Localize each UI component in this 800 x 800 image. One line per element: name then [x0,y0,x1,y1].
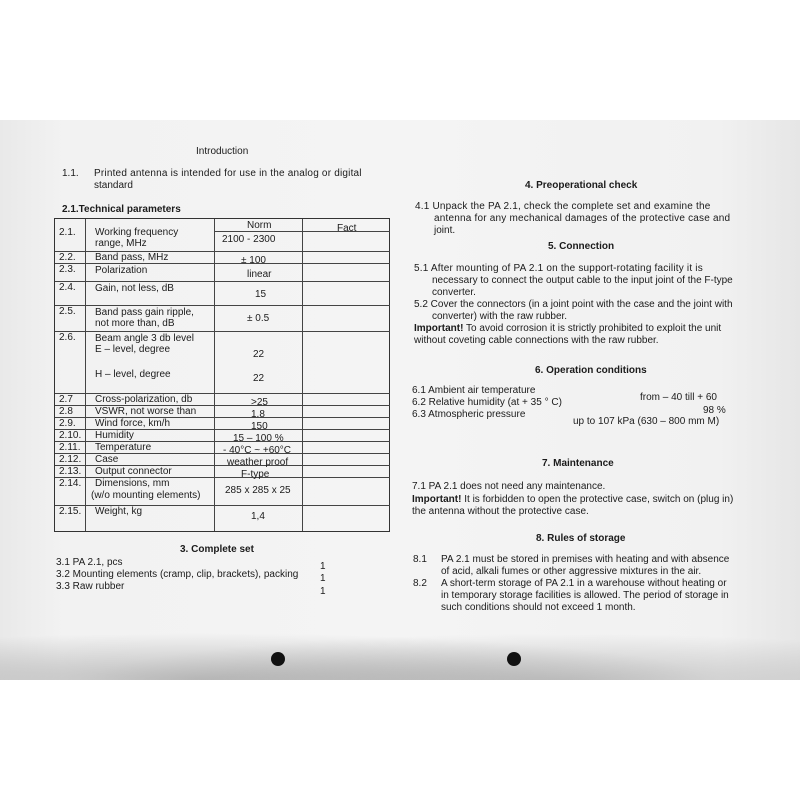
complete-item: 3.1 PA 2.1, pcs [56,557,123,568]
storage-title: 8. Rules of storage [536,533,626,544]
header-norm: Norm [247,220,272,231]
row-num: 2.8 [59,406,73,417]
row-param: Band pass, MHz [95,252,169,263]
row-num: 2.15. [59,506,82,517]
row-param: (w/o mounting elements) [91,490,201,501]
row-num: 2.5. [59,306,76,317]
header-fact: Fact [337,223,357,234]
row-param: Humidity [95,430,134,441]
row-num: 2.11. [59,442,81,453]
complete-item: 3.2 Mounting elements (cramp, clip, brackets), packing [56,569,299,580]
row-param: Output connector [95,466,172,477]
row-norm: linear [247,269,272,280]
operation-line: 6.1 Ambient air temperature [412,385,536,396]
row-norm: 1,4 [251,511,265,522]
row-norm: 15 – 100 % [233,433,284,444]
row-norm: 22 [253,373,265,384]
important-label: Important! [412,494,462,505]
row-param: Wind force, km/h [95,418,171,429]
preop-line: joint. [434,225,456,236]
row-param: Weight, kg [95,506,143,517]
important-text: It is forbidden to open the protective case, switch on (plug in) [461,494,734,505]
row-param: Temperature [95,442,152,453]
row-num: 2.3. [59,264,76,275]
complete-qty: 1 [320,561,326,572]
row-num: 2.4. [59,282,76,293]
row-num: 2.7 [59,394,73,405]
storage-line: such conditions should not exceed 1 month. [441,602,636,613]
operation-value: up to 107 kPa (630 – 800 mm M) [573,416,720,427]
operation-value: from – 40 till + 60 [640,392,717,403]
connection-title: 5. Connection [548,241,615,252]
row-norm: 2100 - 2300 [222,234,276,245]
complete-qty: 1 [320,586,326,597]
row-param: Working frequency [95,227,179,238]
tech-title: 2.1.Technical parameters [62,204,181,215]
row-norm: F-type [241,469,270,480]
row-param: Polarization [95,265,148,276]
technical-parameters-table [54,218,390,532]
operation-title: 6. Operation conditions [535,365,647,376]
connection-line: 5.2 Cover the connectors (in a joint point with the case and the joint with [414,299,733,310]
operation-line: 6.3 Atmospheric pressure [412,409,526,420]
maintenance-line: the antenna without the protective case. [412,506,589,517]
row-num: 2.10. [59,430,82,441]
row-norm: weather proof [227,457,289,468]
row-norm: 22 [253,349,265,360]
complete-qty: 1 [320,573,326,584]
row-param: Beam angle 3 db level [95,333,194,344]
row-num: 2.9. [59,418,76,429]
row-param: range, MHz [95,238,147,249]
row-num: 2.1. [59,227,76,238]
important-label: Important! [414,323,464,334]
row-num: 2.2. [59,252,76,263]
connection-line: 5.1 After mounting of PA 2.1 on the support-rotating facility it is [414,263,703,274]
row-norm: 15 [255,289,267,300]
row-num: 2.12. [59,454,82,465]
row-param: Band pass gain ripple, [95,307,194,318]
preop-line: antenna for any mechanical damages of the protective case and [434,213,731,224]
operation-line: 6.2 Relative humidity (at + 35 ° C) [412,397,562,408]
connection-line: necessary to connect the output cable to the input joint of the F-type [432,275,733,286]
scan-shadow [0,625,800,680]
storage-line: A short-term storage of PA 2.1 in a warehouse without heating or [441,578,727,589]
preop-title: 4. Preoperational check [525,180,638,191]
preop-line: 4.1 Unpack the PA 2.1, check the complete set and examine the [415,201,711,212]
row-param: not more than, dB [95,318,175,329]
intro-num: 1.1. [62,168,79,179]
row-param: Cross-polarization, db [95,394,193,405]
important-text: without coveting cable connections with the raw rubber. [414,335,659,346]
punch-hole [271,652,285,666]
row-param: Dimensions, mm [95,478,170,489]
intro-line-1: Printed antenna is intended for use in the analog or digital [94,168,362,179]
row-norm: - 40°C ~ +60°C [223,445,292,456]
punch-hole [507,652,521,666]
row-norm: ± 100 [241,255,266,266]
maintenance-title: 7. Maintenance [542,458,614,469]
storage-num: 8.2 [413,578,427,589]
complete-item: 3.3 Raw rubber [56,581,125,592]
row-num: 2.13. [59,466,82,477]
storage-line: of acid, alkali fumes or other aggressive mixtures in the air. [441,566,702,577]
maintenance-line: 7.1 PA 2.1 does not need any maintenance. [412,481,606,492]
connection-line: converter. [432,287,476,298]
row-num: 2.14. [59,478,82,489]
intro-line-2: standard [94,180,133,191]
row-norm: 1.8 [251,409,265,420]
row-norm: ± 0.5 [247,313,270,324]
row-param: Case [95,454,119,465]
row-norm: 150 [251,421,268,432]
intro-title: Introduction [196,146,249,157]
row-param: Gain, not less, dB [95,283,174,294]
storage-line: PA 2.1 must be stored in premises with heating and with absence [441,554,730,565]
row-param: E – level, degree [95,344,171,355]
important-text: To avoid corrosion it is strictly prohibited to exploit the unit [463,323,722,334]
row-norm: 285 x 285 x 25 [225,485,291,496]
operation-value: 98 % [703,405,726,416]
row-param: H – level, degree [95,369,171,380]
row-param: VSWR, not worse than [95,406,197,417]
complete-title: 3. Complete set [180,544,254,555]
storage-num: 8.1 [413,554,427,565]
storage-line: in temporary storage facilities is allowed. The period of storage in [441,590,729,601]
row-norm: >25 [251,397,268,408]
connection-line: converter) with the raw rubber. [432,311,568,322]
row-num: 2.6. [59,332,76,343]
